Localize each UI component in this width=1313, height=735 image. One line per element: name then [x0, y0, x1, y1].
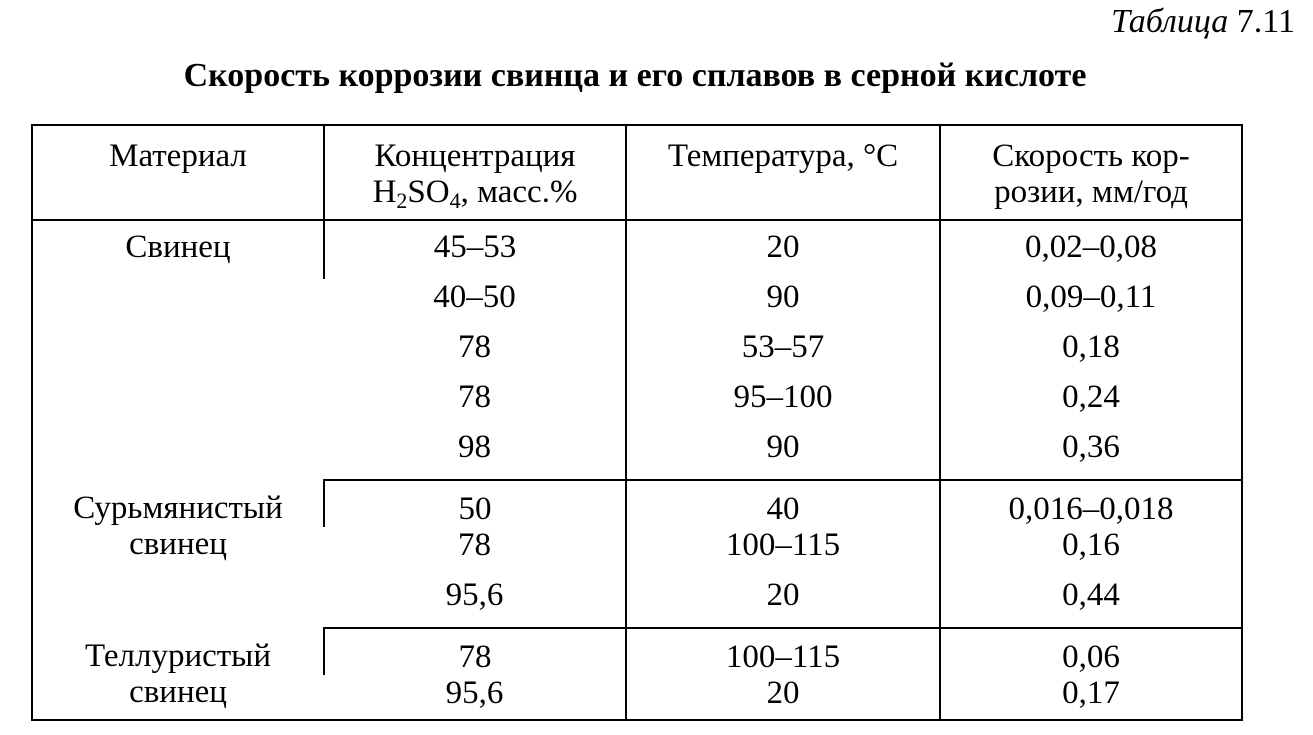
- formula-so: SO: [407, 174, 450, 210]
- rate-cell: 0,06: [940, 628, 1242, 675]
- temperature-cell: 20: [626, 220, 940, 279]
- header-material-label: Материал: [109, 138, 247, 174]
- header-concentration: [324, 125, 626, 220]
- temperature-cell: 100–115: [626, 628, 940, 675]
- material-cell: [32, 220, 324, 480]
- concentration-cell: 78: [458, 379, 491, 415]
- header-rate-line1: Скорость кор-: [992, 138, 1190, 174]
- material-cell: [32, 480, 324, 628]
- temperature-cell: 90: [626, 429, 940, 480]
- table-row: [32, 480, 1242, 527]
- header-concentration-formula: [372, 174, 578, 213]
- concentration-cell: 45–53: [324, 220, 626, 279]
- concentration-cell: 98: [324, 429, 626, 480]
- table-number-value: 7.11: [1236, 3, 1295, 40]
- table-title: Скорость коррозии свинца и его сплавов в серной кислоте: [183, 57, 1087, 94]
- material-line1: Теллуристый: [84, 638, 272, 674]
- concentration-cell: 95,6: [324, 577, 626, 628]
- header-temperature-label: Температура, °С: [667, 138, 899, 174]
- temperature-cell: 20: [626, 577, 940, 628]
- temperature-cell: 20: [626, 675, 940, 720]
- formula-suffix: , масс.%: [460, 174, 578, 210]
- table-row: [32, 220, 1242, 279]
- rate-cell: 0,16: [940, 527, 1242, 577]
- concentration-cell: 78: [324, 628, 626, 675]
- rate-cell: 0,36: [940, 429, 1242, 480]
- rate-cell: 0,016–0,018: [940, 480, 1242, 527]
- rate-cell: 0,02–0,08: [940, 220, 1242, 279]
- material-cell: [32, 628, 324, 720]
- material-line1: Сурьмянистый: [73, 490, 283, 526]
- formula-h: H: [372, 174, 397, 210]
- header-material: [32, 125, 324, 220]
- concentration-cell: 95,6: [324, 675, 626, 720]
- corrosion-table: [31, 124, 1243, 721]
- header-temperature: [626, 125, 940, 220]
- rate-cell: 0,17: [940, 675, 1242, 720]
- temperature-cell: 40: [626, 480, 940, 527]
- rate-cell: 0,44: [940, 577, 1242, 628]
- material-line1: Свинец: [125, 229, 231, 265]
- rate-cell: 0,24: [940, 379, 1242, 429]
- rate-cell: 0,18: [940, 329, 1242, 379]
- concentration-cell: 50: [324, 480, 626, 527]
- header-rate: [940, 125, 1242, 220]
- table-number-label: Таблица: [1111, 3, 1229, 40]
- rate-cell: 0,09–0,11: [940, 279, 1242, 329]
- formula-so-sub: 4: [449, 188, 461, 213]
- material-line2: свинец: [129, 526, 227, 562]
- formula-h-sub: 2: [396, 188, 408, 213]
- temperature-cell: 100–115: [626, 527, 940, 577]
- table-row: [32, 628, 1242, 675]
- temperature-cell: 90: [626, 279, 940, 329]
- header-concentration-line1: Концентрация: [374, 138, 576, 174]
- concentration-cell: 78: [458, 329, 491, 365]
- header-row: [32, 125, 1242, 220]
- table-number: [1111, 0, 1295, 44]
- concentration-cell: 78: [458, 527, 491, 563]
- temperature-cell: 95–100: [626, 379, 940, 429]
- material-line2: свинец: [129, 674, 227, 710]
- header-rate-line2: розии, мм/год: [994, 174, 1188, 210]
- concentration-cell: 40–50: [433, 279, 516, 315]
- temperature-cell: 53–57: [626, 329, 940, 379]
